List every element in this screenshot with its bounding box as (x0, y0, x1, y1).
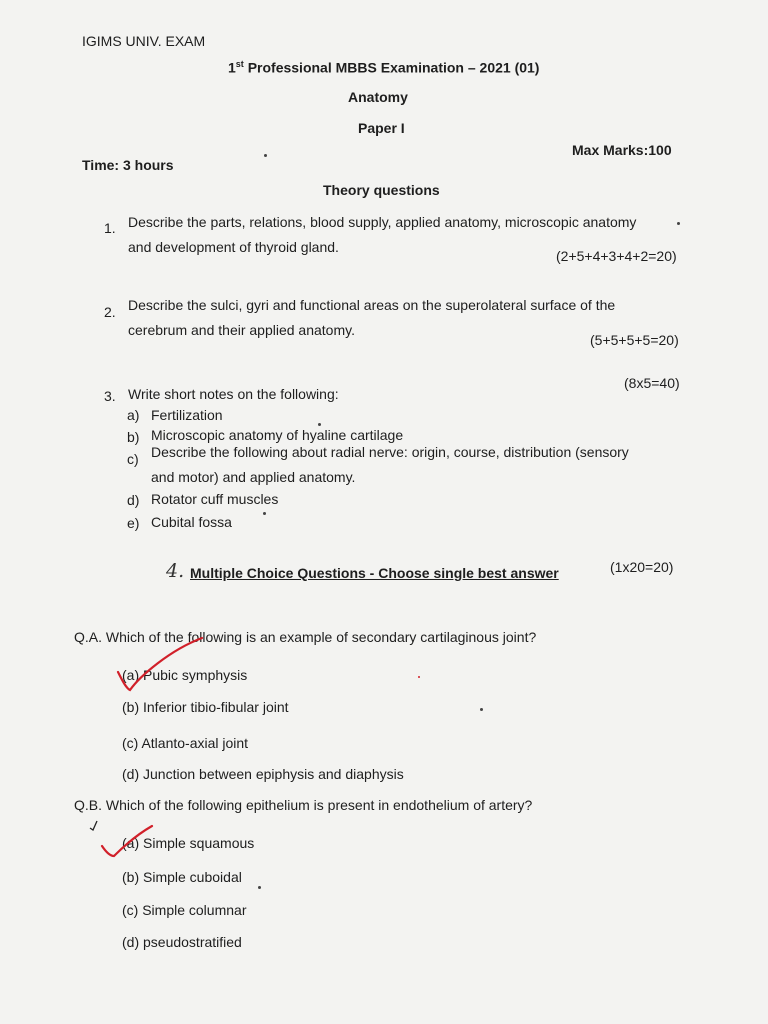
red-checkmark-icon (96, 820, 160, 864)
question-marks: (2+5+4+3+4+2=20) (556, 248, 677, 264)
paper-title: Paper I (358, 120, 405, 136)
time-label: Time: 3 hours (82, 157, 174, 173)
question-text-line2: cerebrum and their applied anatomy. (128, 322, 355, 338)
mcq-option: (a) Pubic symphysis (122, 667, 248, 683)
sub-item-label: c) (127, 451, 139, 467)
red-checkmark-icon (110, 630, 210, 694)
scan-speck (258, 886, 261, 889)
scan-speck (264, 154, 267, 157)
mcq-stem: Q.A. Which of the following is an example of secondary cartilaginous joint? (74, 629, 537, 645)
mcq-option: (d) Junction between epiphysis and diaphysis (122, 766, 404, 782)
scan-speck (480, 708, 483, 711)
sub-item-text: Rotator cuff muscles (151, 491, 279, 507)
sub-item-text: Cubital fossa (151, 514, 232, 530)
question-text-line1: Write short notes on the following: (128, 386, 339, 402)
mcq-title: Multiple Choice Questions - Choose single best answer (190, 565, 559, 581)
exam-title-prefix: 1 (228, 59, 236, 76)
exam-title (228, 55, 539, 77)
question-text-line1: Describe the sulci, gyri and functional areas on the superolateral surface of the (128, 297, 616, 313)
sub-item-text: Describe the following about radial nerve: origin, course, distribution (sensory (151, 444, 629, 460)
question-marks: (8x5=40) (624, 375, 680, 391)
handwritten-question-number: 4. (166, 560, 185, 582)
question-number: 3. (104, 388, 116, 404)
scan-speck (263, 512, 266, 515)
exam-title-rest: Professional MBBS Examination – 2021 (01) (243, 59, 540, 76)
university-label: IGIMS UNIV. EXAM (82, 33, 206, 49)
sub-item-text-cont: and motor) and applied anatomy. (151, 469, 356, 485)
subject-title: Anatomy (348, 89, 408, 105)
mcq-option: (b) Simple cuboidal (122, 869, 242, 885)
sub-item-label: d) (127, 492, 140, 508)
question-marks: (5+5+5+5=20) (590, 332, 679, 348)
mcq-option: (a) Simple squamous (122, 835, 255, 851)
exam-title-sup: st (235, 59, 244, 69)
mcq-marks: (1x20=20) (610, 559, 674, 575)
question-number: 1. (104, 220, 116, 236)
mcq-option: (c) Atlanto-axial joint (122, 735, 249, 751)
sub-item-text: Microscopic anatomy of hyaline cartilage (151, 427, 404, 443)
max-marks: Max Marks:100 (572, 142, 672, 158)
sub-item-text: Fertilization (151, 407, 223, 423)
section-title: Theory questions (323, 182, 440, 198)
question-text-line1: Describe the parts, relations, blood supply, applied anatomy, microscopic anatomy (128, 214, 637, 230)
mcq-option: (b) Inferior tibio-fibular joint (122, 699, 289, 715)
question-number: 2. (104, 304, 116, 320)
sub-item-label: e) (127, 515, 140, 531)
scan-speck (318, 423, 321, 426)
sub-item-label: a) (127, 407, 140, 423)
scan-speck (677, 222, 680, 225)
pen-mark-icon (86, 818, 100, 832)
sub-item-label: b) (127, 429, 140, 445)
mcq-option: (c) Simple columnar (122, 902, 247, 918)
mcq-option: (d) pseudostratified (122, 934, 242, 950)
scan-speck (418, 676, 420, 678)
mcq-stem: Q.B. Which of the following epithelium is present in endothelium of artery? (74, 797, 533, 813)
question-text-line2: and development of thyroid gland. (128, 239, 339, 255)
